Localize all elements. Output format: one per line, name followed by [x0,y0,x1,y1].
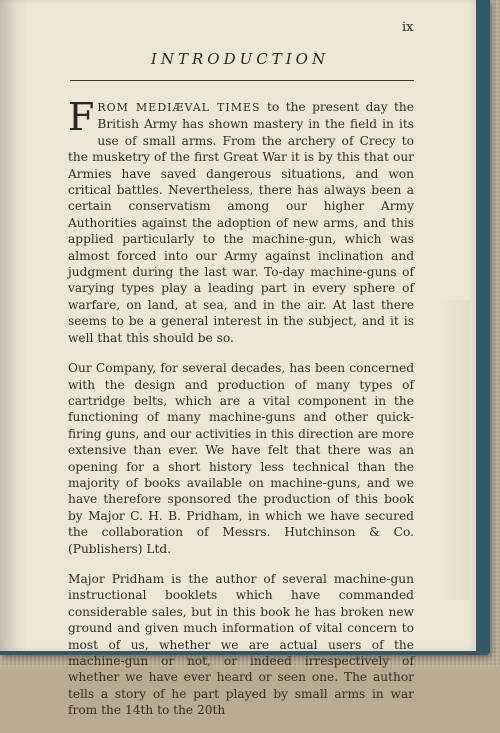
drop-cap: F [68,95,95,139]
chapter-title: INTRODUCTION [150,50,330,68]
paragraph-2: Our Company, for several decades, has been concerned with the design and production of many types of cartridge belts, which are a vital component in the functioning of many machine-guns and other quick-firing guns, and our activities in this direction are more extensive than ever. We have felt that there was an opening for a short history less technical than the majority of books available on machine-guns, and we have therefore sponsored the production of this book by Major C. H. B. Pridham, in which we have secured the collaboration of Messrs. Hutchinson & Co. (Publishers) Ltd. [68,361,414,556]
paragraph-1 [68,95,414,346]
body-text [68,95,414,733]
title-rule [70,80,414,81]
page-gutter-shadow [0,0,28,651]
paragraph-1-text: to the present day the British Army has shown mastery in the field in its use of small arms. From the archery of Crecy to the musketry of the first Great War it is by this that our Armies have saved dangerous situations, and won critical battles. Nevertheless, there has always been a certain conservatism among our higher Army Authorities against the adoption of new arms, and this applied particularly to the machine-gun, which was almost forced into our Army against inclination and judgment during the last war. To-day machine-guns of varying types play a leading part in every sphere of warfare, on land, at sea, and in the air. At last there seems to be a general interest in the subject, and it is well that this should be so. [68,100,414,345]
page-number: ix [402,20,414,35]
page-edge-tone [440,300,470,600]
paragraph-lead-in: ROM MEDIÆVAL TIMES [97,101,261,114]
paragraph-3: Major Pridham is the author of several machine-gun instructional booklets which have commanded considerable sales, but in this book he has broken new ground and given much information of vital concern to most of us, whether we are actual users of the machine-gun or not, or indeed irrespectively of whether we have ever heard or seen one. The author tells a story of he part played by small arms in war from the 14th to the 20th [68,571,414,718]
